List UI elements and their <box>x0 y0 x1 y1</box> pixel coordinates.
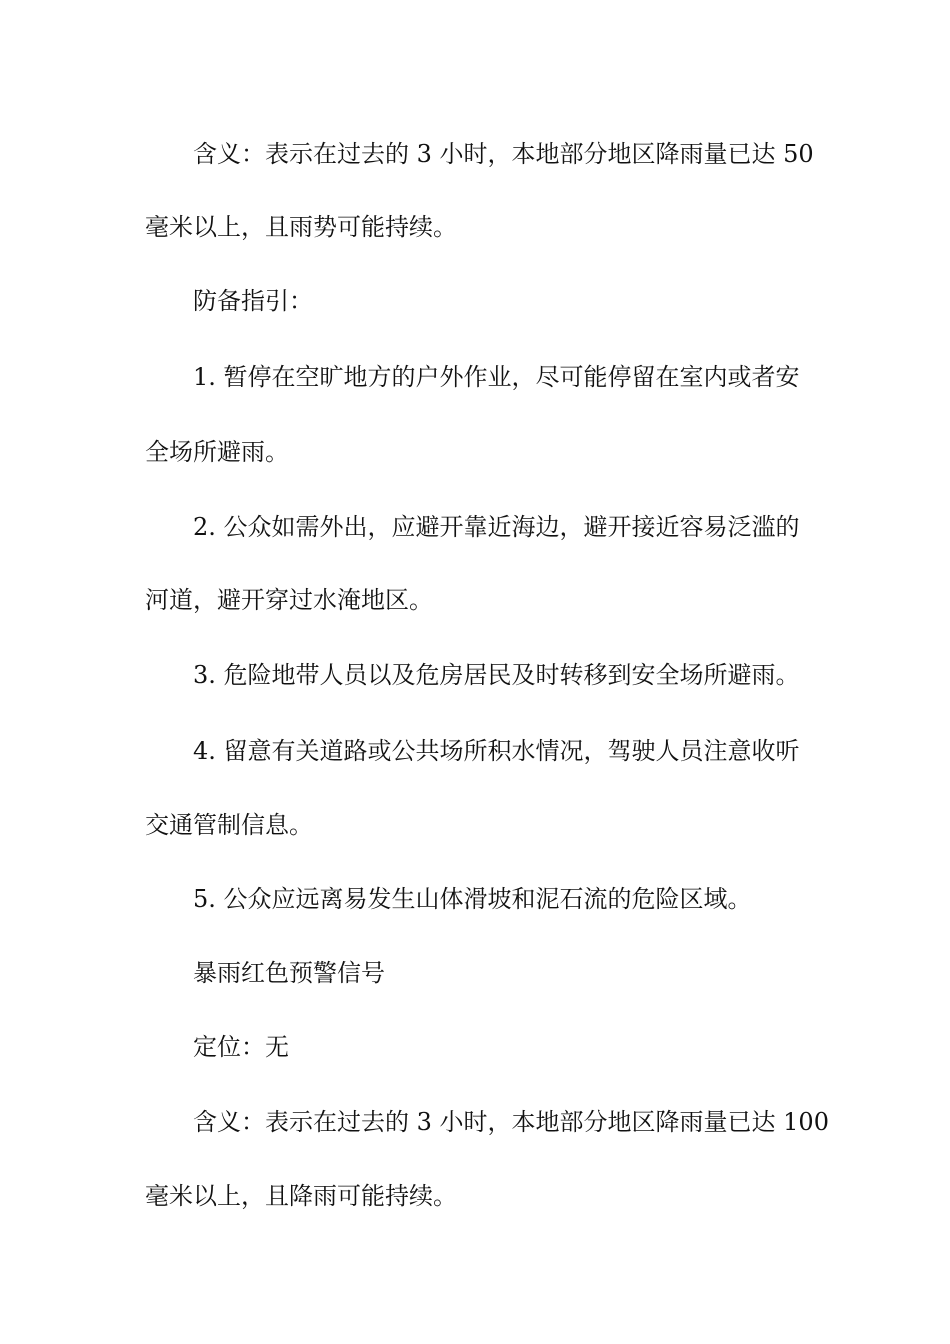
orange-signal-meaning-line-2: 毫米以上，且雨势可能持续。 <box>145 213 457 241</box>
precaution-item-4-line-2: 交通管制信息。 <box>145 811 313 839</box>
precaution-item-4-line-1: 4. 留意有关道路或公共场所积水情况，驾驶人员注意收听 <box>193 737 800 765</box>
precaution-item-3: 3. 危险地带人员以及危房居民及时转移到安全场所避雨。 <box>193 661 800 689</box>
precaution-item-2-line-2: 河道，避开穿过水淹地区。 <box>145 586 433 614</box>
precaution-heading: 防备指引： <box>193 287 313 315</box>
red-signal-heading: 暴雨红色预警信号 <box>193 959 385 987</box>
orange-signal-meaning-line-1: 含义：表示在过去的 3 小时，本地部分地区降雨量已达 50 <box>193 140 814 168</box>
precaution-item-5: 5. 公众应远离易发生山体滑坡和泥石流的危险区域。 <box>193 885 752 913</box>
precaution-item-1-line-2: 全场所避雨。 <box>145 438 289 466</box>
precaution-item-1-line-1: 1. 暂停在空旷地方的户外作业，尽可能停留在室内或者安 <box>193 363 800 391</box>
red-signal-meaning-line-2: 毫米以上，且降雨可能持续。 <box>145 1182 457 1210</box>
red-signal-position: 定位：无 <box>193 1033 289 1061</box>
precaution-item-2-line-1: 2. 公众如需外出，应避开靠近海边，避开接近容易泛滥的 <box>193 513 800 541</box>
red-signal-meaning-line-1: 含义：表示在过去的 3 小时，本地部分地区降雨量已达 100 <box>193 1108 829 1136</box>
